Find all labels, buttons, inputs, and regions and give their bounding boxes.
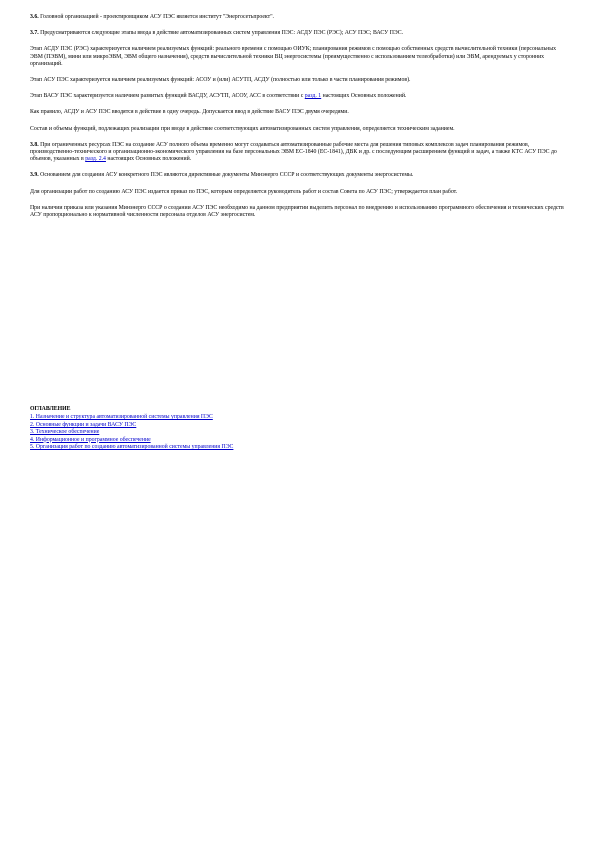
paragraph-text: Этап ВАСУ ПЭС характеризуется наличием развитых функций ВАСДУ, АСУТП, АСОУ, АСС в соответствии с — [30, 93, 305, 100]
paragraph-asdu-stage — [30, 46, 570, 68]
paragraph-organization — [30, 189, 570, 196]
section-number: 3.8. — [30, 141, 39, 148]
paragraph-text: При ограниченных ресурсах ПЭС на создание АСУ полного объема временно могут создаваться автоматизированные рабочие места для решения типовых комплексов задач планирования режимов, производственно-технического и организационно-экономического управления на базе персональных ЭВМ ЕС-1840 (ЕС-1841), ДВК и др. с последующим расширением функций и задач, а также КТС АСУ ПЭС до объемов, указанных в — [30, 141, 557, 163]
paragraph-text: Состав и объемы функций, подлежащих реализации при вводе в действие соответствующих автоматизированных систем управления, определяется техническим заданием. — [30, 125, 455, 132]
paragraph-3-7 — [30, 30, 570, 37]
toc-title: ОГЛАВЛЕНИЕ — [30, 406, 71, 412]
paragraph-3-6 — [30, 14, 570, 21]
paragraph-text: Как правило, АСДУ и АСУ ПЭС вводятся в действие в одну очередь. Допускается ввод в действие ВАСУ ПЭС двумя очередями. — [30, 109, 349, 116]
toc-item-2[interactable]: 2. Основные функции и задачи ВАСУ ПЭС — [30, 421, 137, 428]
paragraph-scope — [30, 126, 570, 133]
toc-item-5[interactable]: 5. Организация работ по созданию автоматизированной системы управления ПЭС — [30, 444, 234, 451]
paragraph-text: настоящих Основных положений. — [321, 93, 407, 100]
paragraph-3-9 — [30, 172, 570, 179]
section-1-link[interactable]: разд. 1 — [304, 93, 322, 100]
section-number: 3.6. — [30, 14, 39, 20]
paragraph-text: Основанием для создания АСУ конкретного ПЭС являются директивные документы Минэнерго СССР и соответствующих документы энергосистемы. — [40, 172, 414, 179]
table-of-contents — [30, 406, 430, 451]
paragraph-text: Этап АСДУ ПЭС (РЭС) характеризуется наличием реализуемых функций: реального времени с помощью ОИУК; планирования режимов с помощью собственных средств вычислительной техники (персональных ЭВМ (ПЭВМ), мини или микроЭВМ, ЭВМ общего назначения), средств вычислительной техники ВЦ энергосистемы (преимущественно с использованием телеобработки) или ЭВМ, арендуемых у сторонних организаций. — [30, 46, 557, 67]
section-number: 3.9. — [30, 172, 39, 179]
paragraph-text: Для организации работ по созданию АСУ ПЭС издается приказ по ПЭС, которым определяется руководитель работ и состав Совета по АСУ ПЭС; утверждается план работ. — [30, 188, 458, 195]
paragraph-text: При наличии приказа или указания Минэнерго СССР о создании АСУ ПЭС необходимо на данном предприятии выделить персонал по внедрению и использованию программного обеспечения и технических средств АСУ пропорционально к нормативной численности персонала отделов АСУ энергосистем. — [30, 204, 564, 219]
toc-item-4[interactable]: 4. Информационное и программное обеспечение — [30, 436, 151, 443]
paragraph-vasu-stage — [30, 93, 570, 100]
paragraph-asu-stage — [30, 77, 570, 84]
paragraph-personnel — [30, 205, 570, 219]
paragraph-3-8 — [30, 142, 570, 164]
paragraph-text: Этап АСУ ПЭС характеризуется наличием реализуемых функций: АСОУ и (или) АСУТП, АСДУ (полностью или только в части планирования режимов). — [30, 77, 411, 84]
paragraph-text: настоящих Основных положений. — [105, 156, 192, 163]
toc-item-1[interactable]: 1. Назначение и структура автоматизированной системы управления ПЭС — [30, 414, 213, 421]
section-2-4-link[interactable]: разд. 2.4 — [85, 156, 106, 163]
document-body — [30, 14, 570, 228]
paragraph-text: Предусматриваются следующие этапы ввода в действие автоматизированных систем управления ПЭС: АСДУ ПЭС (РЭС); АСУ ПЭС; ВАСУ ПЭС. — [40, 30, 404, 37]
paragraph-queues — [30, 109, 570, 116]
section-number: 3.7. — [30, 30, 39, 37]
paragraph-text: Головной организацией - проектировщиком АСУ ПЭС является институт "Энергосетьпроект". — [40, 14, 275, 20]
toc-item-3[interactable]: 3. Техническое обеспечение — [30, 429, 100, 436]
